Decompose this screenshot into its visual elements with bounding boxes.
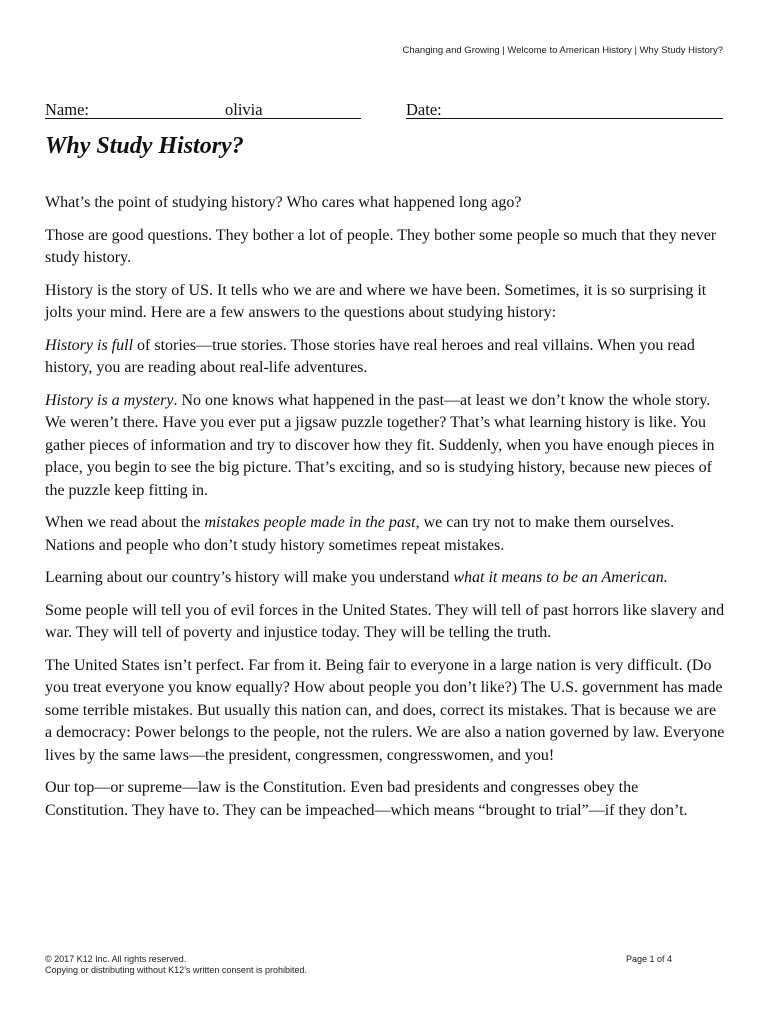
emphasis: History is a mystery: [45, 391, 174, 409]
paragraph-text: . No one knows what happened in the past—at least we don’t know the whole story. We weren’t there. Have you ever put a jigsaw puzzle together? That’s what learning history is like. You gather pieces of information and try to discover how they fit. Suddenly, when you have enough pieces in place, you begin to see the big picture. That’s exciting, and so is studying history, because new pieces of the puzzle keep fitting in.: [45, 391, 715, 499]
paragraph: [45, 390, 725, 503]
footer-copyright: [45, 954, 307, 976]
paragraph: [45, 335, 725, 380]
emphasis: what it means to be an American.: [453, 569, 668, 586]
name-underline: [45, 118, 361, 119]
paragraph: What’s the point of studying history? Who cares what happened long ago?: [45, 194, 522, 211]
paragraph: [45, 567, 725, 590]
copyright-notice: Copying or distributing without K12’s written consent is prohibited.: [45, 965, 307, 975]
date-label: Date:: [406, 100, 442, 119]
paragraph-text: Learning about our country’s history will make you understand: [45, 569, 454, 586]
page-title: Why Study History?: [45, 133, 244, 159]
page-header-breadcrumb: Changing and Growing | Welcome to American History | Why Study History?: [402, 45, 723, 56]
page-number: Page 1 of 4: [626, 954, 673, 964]
paragraph: History is the story of US. It tells who we are and where we have been. Sometimes, it is so surprising it jolts your mind. Here are a few answers to the questions about studying history:: [45, 281, 707, 321]
name-value[interactable]: olivia: [225, 100, 263, 119]
name-date-row: [45, 100, 723, 122]
name-label: Name:: [45, 100, 89, 119]
paragraph-text: , we can try not to make them ourselves. Nations and people who don’t study history sometimes repeat mistakes.: [45, 514, 675, 554]
emphasis: History is full: [45, 336, 134, 354]
emphasis: mistakes people made in the past: [204, 514, 416, 531]
paragraph: Some people will tell you of evil forces in the United States. They will tell of past horrors like slavery and war. They will tell of poverty and injustice today. They will be telling the truth.: [45, 601, 725, 641]
paragraph: Those are good questions. They bother a lot of people. They bother some people so much that they never study history.: [45, 226, 717, 266]
paragraph-text: When we read about the: [45, 514, 205, 531]
paragraph: [45, 512, 725, 557]
paragraph: The United States isn’t perfect. Far from it. Being fair to everyone in a large nation is very difficult. (Do you treat everyone you know equally? How about people you don’t like?) The U.S. government has made some terrible mistakes. But usually this nation can, and does, correct its mistakes. That is because we are a democracy: Power belongs to the people, not the rulers. We are also a nation governed by law. Everyone lives by the same laws—the president, congressmen, congresswomen, and you!: [45, 656, 725, 764]
article-body: [45, 192, 725, 832]
paragraph: Our top—or supreme—law is the Constitution. Even bad presidents and congresses obey the Constitution. They have to. They can be impeached—which means “brought to trial”—if they don’t.: [45, 779, 688, 819]
paragraph-text: of stories—true stories. Those stories have real heroes and real villains. When you read history, you are reading about real-life adventures.: [45, 336, 695, 376]
date-underline[interactable]: [406, 118, 723, 119]
copyright-text: © 2017 K12 Inc. All rights reserved.: [45, 954, 187, 964]
